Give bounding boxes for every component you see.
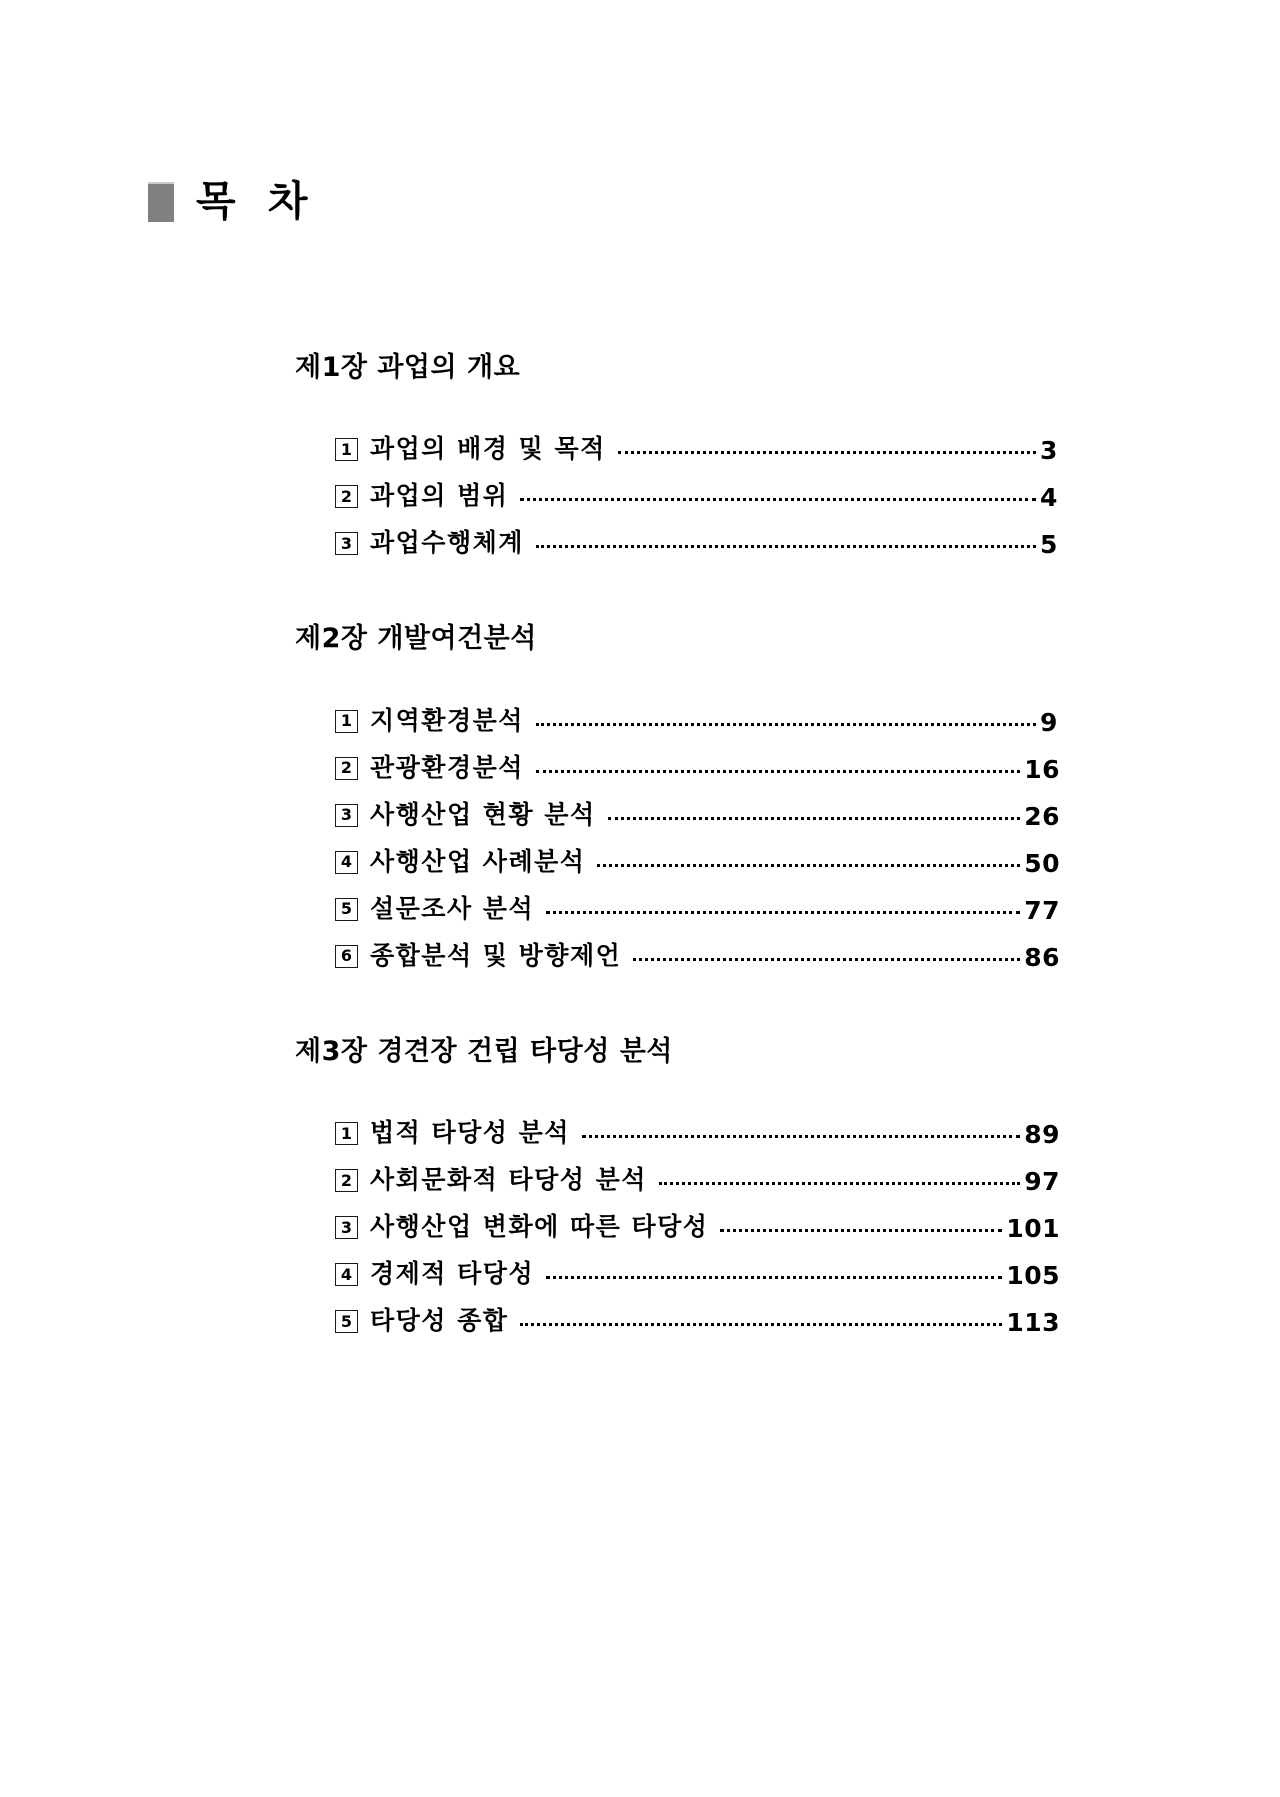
chapter-heading: 제3장 경견장 건립 타당성 분석 [295, 1035, 673, 1067]
toc-entry[interactable] [335, 878, 1060, 925]
entry-label: 사행산업 변화에 따른 타당성 [370, 1212, 709, 1242]
entry-number-box: 2 [335, 485, 358, 508]
entry-label: 사행산업 현황 분석 [370, 799, 596, 829]
title-bullet-square [148, 182, 174, 222]
entry-number-box: 1 [335, 438, 358, 461]
dot-leader [597, 848, 1020, 872]
toc-entry[interactable] [335, 418, 1060, 465]
toc-entry[interactable] [335, 465, 1060, 512]
entry-number-box: 2 [335, 757, 358, 780]
chapter-block [0, 623, 1280, 971]
entry-page-number: 50 [1024, 848, 1060, 878]
dot-leader [536, 529, 1036, 553]
entry-page-number: 113 [1006, 1308, 1060, 1338]
entry-number-box: 2 [335, 1169, 358, 1192]
entry-number-box: 4 [335, 1263, 358, 1286]
entry-label: 사회문화적 타당성 분석 [370, 1165, 647, 1195]
toc-entry[interactable] [335, 512, 1060, 559]
entry-page-number: 9 [1040, 707, 1058, 737]
dot-leader [536, 707, 1036, 731]
entry-label: 과업의 배경 및 목적 [370, 434, 606, 464]
entry-number-box: 3 [335, 532, 358, 555]
entry-number-box: 6 [335, 945, 358, 968]
dot-leader [608, 801, 1021, 825]
entry-label: 과업수행체계 [370, 528, 524, 558]
toc-entry[interactable] [335, 784, 1060, 831]
entry-label: 관광환경분석 [370, 752, 524, 782]
entry-number-box: 3 [335, 1216, 358, 1239]
dot-leader [546, 895, 1020, 919]
entry-label: 경제적 타당성 [370, 1259, 535, 1289]
entry-label: 지역환경분석 [370, 705, 524, 735]
dot-leader [582, 1119, 1020, 1143]
toc-entry-list [0, 690, 1280, 972]
entry-label: 사행산업 사례분석 [370, 846, 586, 876]
entry-label: 과업의 범위 [370, 481, 509, 511]
toc-entry-list [0, 1102, 1280, 1337]
toc-content [0, 352, 1280, 1337]
entry-label: 타당성 종합 [370, 1306, 509, 1336]
dot-leader [520, 1307, 1002, 1331]
toc-entry[interactable] [335, 737, 1060, 784]
entry-label: 설문조사 분석 [370, 893, 535, 923]
dot-leader [536, 754, 1020, 778]
entry-page-number: 105 [1006, 1261, 1060, 1291]
entry-page-number: 5 [1040, 530, 1058, 560]
dot-leader [546, 1260, 1002, 1284]
entry-page-number: 26 [1024, 801, 1060, 831]
entry-number-box: 3 [335, 804, 358, 827]
entry-label: 법적 타당성 분석 [370, 1118, 570, 1148]
page-title: 목 차 [196, 177, 317, 225]
chapter-heading: 제2장 개발여건분석 [295, 623, 537, 655]
toc-entry[interactable] [335, 1102, 1060, 1149]
dot-leader [720, 1213, 1002, 1237]
entry-label: 종합분석 및 방향제언 [370, 940, 622, 970]
entry-number-box: 1 [335, 1122, 358, 1145]
entry-page-number: 89 [1024, 1120, 1060, 1150]
toc-entry[interactable] [335, 1149, 1060, 1196]
entry-number-box: 1 [335, 710, 358, 733]
entry-page-number: 16 [1024, 754, 1060, 784]
toc-entry[interactable] [335, 1290, 1060, 1337]
entry-page-number: 101 [1006, 1214, 1060, 1244]
entry-page-number: 86 [1024, 942, 1060, 972]
chapter-block [0, 1036, 1280, 1337]
toc-entry[interactable] [335, 831, 1060, 878]
dot-leader [618, 435, 1036, 459]
dot-leader [520, 482, 1036, 506]
entry-number-box: 4 [335, 851, 358, 874]
entry-page-number: 3 [1040, 436, 1058, 466]
toc-entry-list [0, 418, 1280, 559]
toc-entry[interactable] [335, 1196, 1060, 1243]
entry-page-number: 97 [1024, 1167, 1060, 1197]
entry-number-box: 5 [335, 898, 358, 921]
chapter-block [0, 352, 1280, 559]
entry-number-box: 5 [335, 1310, 358, 1333]
toc-title-row [148, 177, 317, 225]
entry-page-number: 4 [1040, 483, 1058, 513]
dot-leader [633, 942, 1020, 966]
entry-page-number: 77 [1024, 895, 1060, 925]
toc-entry[interactable] [335, 925, 1060, 972]
toc-entry[interactable] [335, 1243, 1060, 1290]
dot-leader [659, 1166, 1020, 1190]
toc-entry[interactable] [335, 690, 1060, 737]
chapter-heading: 제1장 과업의 개요 [295, 352, 521, 383]
